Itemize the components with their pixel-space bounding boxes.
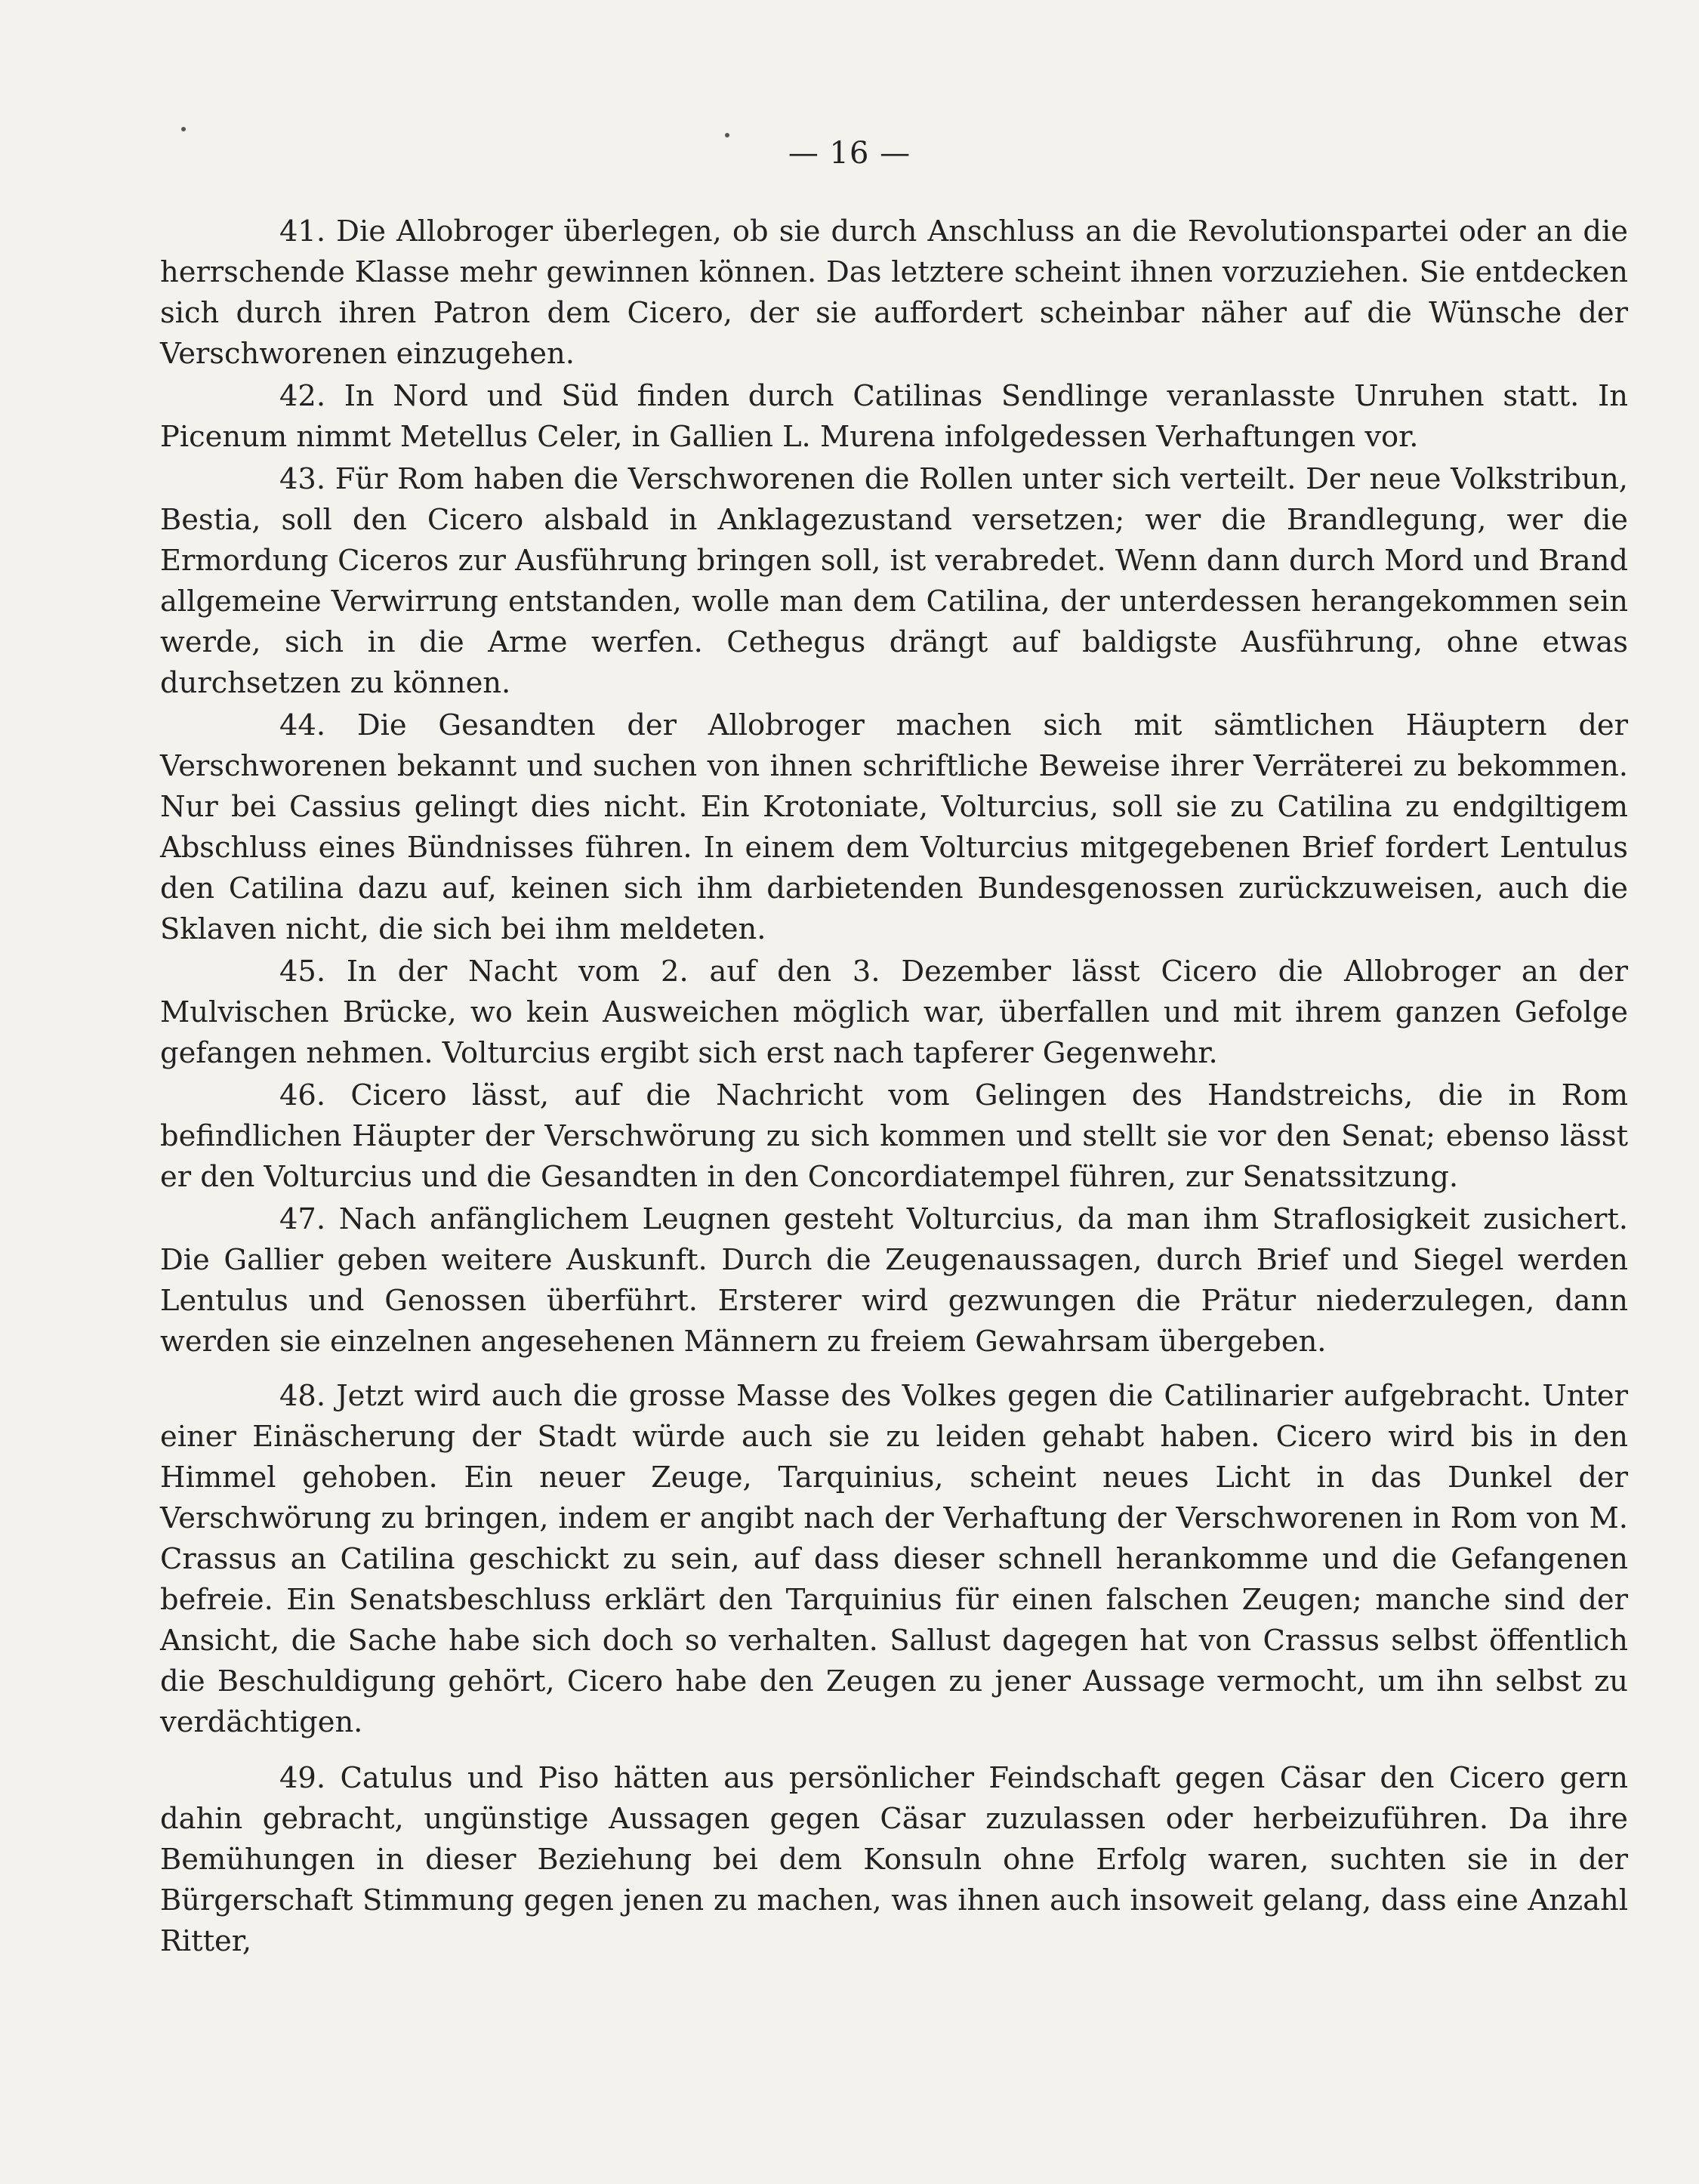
body-text	[160, 211, 1628, 1962]
page-number: — 16 —	[788, 136, 911, 171]
paragraph-text: In der Nacht vom 2. auf den 3. Dezember lässt Cicero die Allobroger an der Mulvischen Brücke, wo kein Ausweichen möglich war, überfallen und mit ihrem ganzen Gefolge gefangen nehmen. Volturcius ergibt sich erst nach tapferer Gegenwehr.	[160, 955, 1628, 1070]
paragraph-49	[160, 1758, 1628, 1962]
paragraph-42	[160, 376, 1628, 458]
paragraph-text: Cicero lässt, auf die Nachricht vom Gelingen des Handstreichs, die in Rom befindlichen Häupter der Verschwörung zu sich kommen und stellt sie vor den Senat; ebenso lässt er den Volturcius und die Gesandten in den Concordiatempel führen, zur Senatssitzung.	[160, 1078, 1628, 1194]
paragraph-number: 43.	[279, 462, 326, 496]
paragraph-text: Catulus und Piso hätten aus persönlicher Feindschaft gegen Cäsar den Cicero gern dahin gebracht, ungünstige Aussagen gegen Cäsar zuzulassen oder herbeizuführen. Da ihre Bemühungen in dieser Beziehung bei dem Konsuln ohne Erfolg waren, suchten sie in der Bürgerschaft Stimmung gegen jenen zu machen, was ihnen auch insoweit gelang, dass eine Anzahl Ritter,	[160, 1761, 1628, 1958]
paragraph-43	[160, 459, 1628, 704]
paragraph-number: 48.	[279, 1379, 326, 1413]
paragraph-number: 45.	[279, 955, 326, 989]
paragraph-text: Nach anfänglichem Leugnen gesteht Volturcius, da man ihm Straflosigkeit zusichert. Die Gallier geben weitere Auskunft. Durch die Zeugenaussagen, durch Brief und Siegel werden Lentulus und Genossen überführt. Ersterer wird gezwungen die Prätur niederzulegen, dann werden sie einzelnen angesehenen Männern zu freiem Gewahrsam übergeben.	[160, 1202, 1628, 1359]
paragraph-number: 49.	[279, 1761, 326, 1795]
paragraph-number: 44.	[279, 708, 326, 742]
print-speck	[181, 127, 186, 131]
paragraph-text: Für Rom haben die Verschworenen die Rollen unter sich verteilt. Der neue Volkstribun, Bestia, soll den Cicero alsbald in Anklagezustand versetzen; wer die Brandlegung, wer die Ermordung Ciceros zur Ausführung bringen soll, ist verabredet. Wenn dann durch Mord und Brand allgemeine Verwirrung entstanden, wolle man dem Catilina, der unterdessen herangekommen sein werde, sich in die Arme werfen. Cethegus drängt auf baldigste Ausführung, ohne etwas durchsetzen zu können.	[160, 462, 1628, 700]
paragraph-number: 42.	[279, 379, 326, 413]
paragraph-47	[160, 1199, 1628, 1362]
paragraph-41	[160, 211, 1628, 375]
paragraph-text: In Nord und Süd finden durch Catilinas Sendlinge veranlasste Unruhen statt. In Picenum nimmt Metellus Celer, in Gallien L. Murena infolgedessen Verhaftungen vor.	[160, 379, 1628, 454]
paragraph-44	[160, 705, 1628, 950]
paragraph-46	[160, 1075, 1628, 1198]
paragraph-number: 41.	[279, 214, 326, 248]
paragraph-48	[160, 1376, 1628, 1743]
paragraph-45	[160, 952, 1628, 1074]
paragraph-text: Jetzt wird auch die grosse Masse des Volkes gegen die Catilinarier aufgebracht. Unter einer Einäscherung der Stadt würde auch sie zu leiden gehabt haben. Cicero wird bis in den Himmel gehoben. Ein neuer Zeuge, Tarquinius, scheint neues Licht in das Dunkel der Verschwörung zu bringen, indem er angibt nach der Verhaftung der Verschworenen in Rom von M. Crassus an Catilina geschickt zu sein, auf dass dieser schnell herankomme und die Gefangenen befreie. Ein Senatsbeschluss erklärt den Tarquinius für einen falschen Zeugen; manche sind der Ansicht, die Sache habe sich doch so verhalten. Sallust dagegen hat von Crassus selbst öffentlich die Beschuldigung gehört, Cicero habe den Zeugen zu jener Aussage vermocht, um ihn selbst zu verdächtigen.	[160, 1379, 1628, 1739]
paragraph-text: Die Gesandten der Allobroger machen sich mit sämtlichen Häuptern der Verschworenen bekannt und suchen von ihnen schriftliche Beweise ihrer Verräterei zu bekommen. Nur bei Cassius gelingt dies nicht. Ein Krotoniate, Volturcius, soll sie zu Catilina zu endgiltigem Abschluss eines Bündnisses führen. In einem dem Volturcius mitgegebenen Brief fordert Lentulus den Catilina dazu auf, keinen sich ihm darbietenden Bundesgenossen zurückzuweisen, auch die Sklaven nicht, die sich bei ihm meldeten.	[160, 708, 1628, 946]
paragraph-text: Die Allobroger überlegen, ob sie durch Anschluss an die Revolutionspartei oder an die herrschende Klasse mehr gewinnen können. Das letztere scheint ihnen vorzuziehen. Sie entdecken sich durch ihren Patron dem Cicero, der sie auffordert scheinbar näher auf die Wünsche der Verschworenen einzugehen.	[160, 214, 1628, 371]
paragraph-number: 46.	[279, 1078, 326, 1112]
paragraph-number: 47.	[279, 1202, 326, 1236]
